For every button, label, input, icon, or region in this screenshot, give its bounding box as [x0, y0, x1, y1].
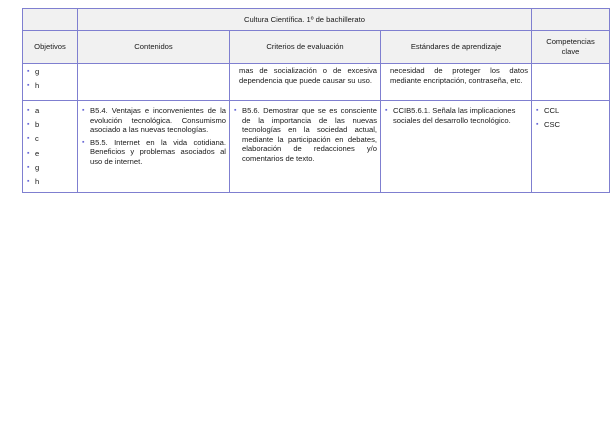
objetivo-item: ▪ a: [26, 104, 74, 118]
estandar-text: necesidad de proteger los datos mediante encriptación, contraseña, etc.: [390, 66, 528, 85]
contenidos-cell: [78, 101, 230, 193]
table-title-row: [23, 9, 610, 31]
objetivo-item: ▪ h: [26, 79, 74, 93]
estandares-cell: [381, 64, 532, 101]
header-objetivos: Objetivos: [23, 31, 78, 64]
empty-header-cell: [23, 9, 78, 31]
header-contenidos: Contenidos: [78, 31, 230, 64]
objetivos-cell: [23, 101, 78, 193]
header-criterios: Criterios de evaluación: [230, 31, 381, 64]
competencia-item: ▪ CSC: [535, 118, 606, 132]
table-row: [23, 64, 610, 101]
competencias-cell: [532, 64, 610, 101]
objetivo-item: ▪ g: [26, 161, 74, 175]
header-competencias-line2: clave: [561, 47, 580, 56]
criterio-item: ▪ B5.6. Demostrar que se es consciente de la importancia de las nuevas tecnologías en la sociedad actual, mediante la participación en debates, elaboración de redacciones y/o comentarios de texto.: [233, 106, 377, 164]
table-row: [23, 101, 610, 193]
contenido-item: ▪ B5.5. Internet en la vida cotidiana. Beneficios y problemas asociados al uso de internet.: [81, 138, 226, 167]
objetivos-cell: [23, 64, 78, 101]
estandares-cell: [381, 101, 532, 193]
objetivo-item: ▪ c: [26, 132, 74, 146]
objetivo-item: ▪ e: [26, 147, 74, 161]
objetivo-item: ▪ h: [26, 175, 74, 189]
objetivo-item: ▪ g: [26, 65, 74, 79]
header-estandares: Estándares de aprendizaje: [381, 31, 532, 64]
competencias-cell: [532, 101, 610, 193]
criterios-cell: [230, 64, 381, 101]
competencia-item: ▪ CCL: [535, 104, 606, 118]
criterio-text: mas de socialización o de excesiva dependencia que puede causar su uso.: [239, 66, 377, 85]
curriculum-table: [22, 8, 610, 193]
objetivo-item: ▪ b: [26, 118, 74, 132]
estandar-item: ▪ CCIB5.6.1. Señala las implicaciones sociales del desarrollo tecnológico.: [384, 106, 528, 125]
table-title: Cultura Científica. 1º de bachillerato: [78, 9, 532, 31]
empty-header-cell: [532, 9, 610, 31]
contenidos-cell: [78, 64, 230, 101]
header-competencias-line1: Competencias: [546, 37, 595, 47]
column-header-row: [23, 31, 610, 64]
contenido-item: ▪ B5.4. Ventajas e inconvenientes de la evolución tecnológica. Consumismo asociado a las nuevas tecnologías.: [81, 106, 226, 135]
criterios-cell: [230, 101, 381, 193]
header-competencias: [532, 31, 610, 64]
